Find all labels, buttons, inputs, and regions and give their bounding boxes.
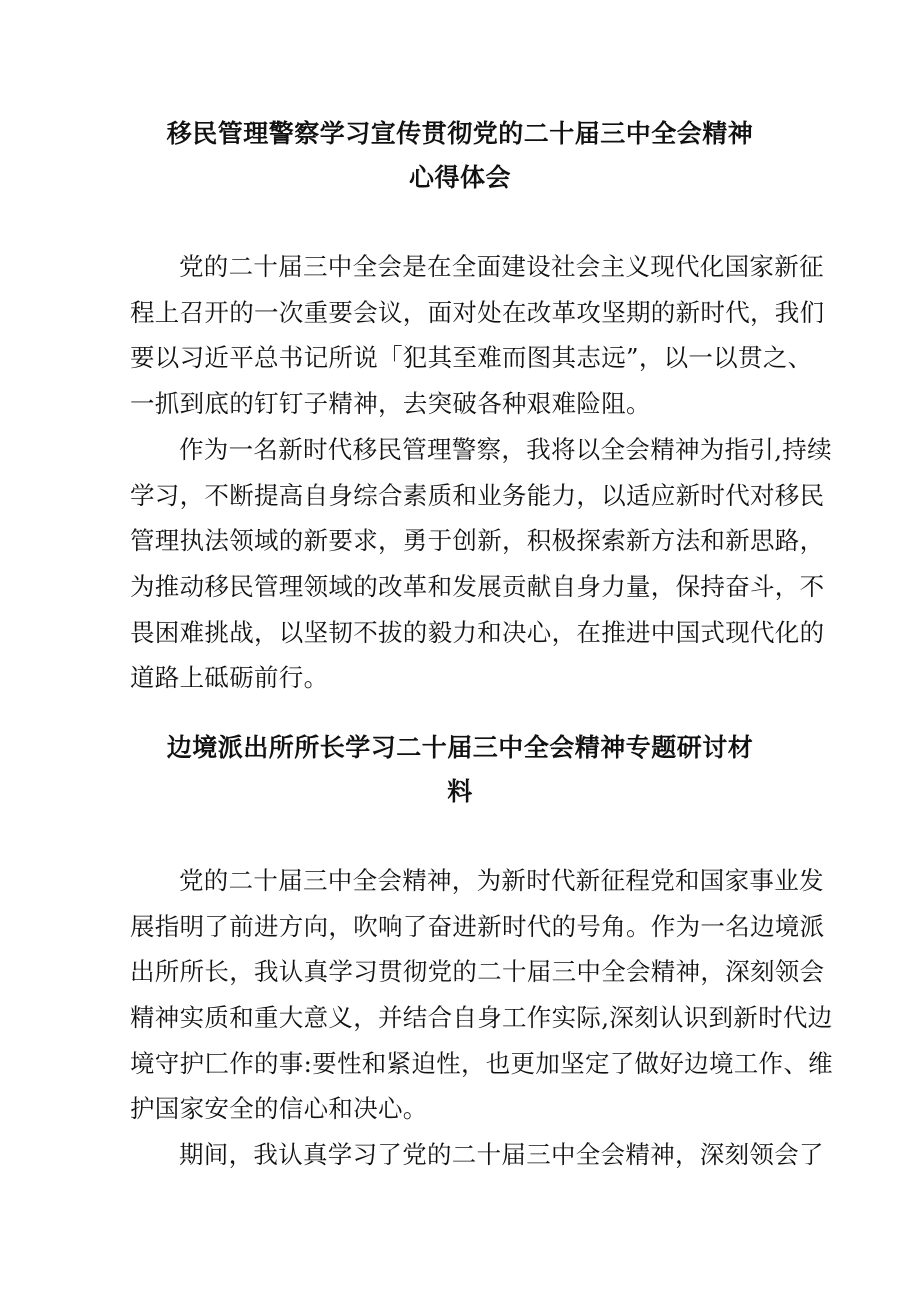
article2-title <box>0 726 920 814</box>
text-line: 畏困难挑战，以坚韧不拔的毅力和决心，在推进中国式现代化的 <box>130 617 825 647</box>
article2-paragraph-2 <box>130 1132 824 1178</box>
text-line: 期间，我认真学习了党的二十届三中全会精神，深刻领会了 <box>179 1140 824 1169</box>
text-line: 境守护匚作的事:要性和紧迫性，也更加坚定了做好边境工作、维 <box>130 1048 833 1078</box>
text-line: 护国家安全的信心和决心。 <box>130 1094 428 1124</box>
text-line: 一抓到底的钉钉子精神，去突破各种艰难险阻。 <box>130 389 651 419</box>
article1-paragraph-1 <box>130 244 825 427</box>
text-line: 党的二十届三中全会精神，为新时代新征程党和国家事业发 <box>179 866 824 895</box>
text-line: 展指明了前进方向，吹响了奋进新时代的号角。作为一名边境派 <box>130 911 825 941</box>
text-line: 出所所长，我认真学习贯彻党的二十届三中全会精神，深刻领会 <box>130 957 825 987</box>
article1-title-line2: 心得体会 <box>408 163 511 192</box>
article1-paragraph-2 <box>130 427 832 701</box>
article1-title-line1: 移民管理警察学习宣传贯彻党的二十届三中全会精神 <box>166 119 754 148</box>
text-line: 为推动移民管理领域的改革和发展贡献自身力量，保持奋斗，不 <box>130 572 825 602</box>
text-line: 作为一名新时代移民管理警察，我将以全会精神为指引,持续 <box>179 435 832 464</box>
text-line: 管理执法领域的新要求，勇于创新，积极探索新方法和新思路， <box>130 526 825 556</box>
text-line: 程上召开的一次重要会议，面对处在改革攻坚期的新时代，我们 <box>130 297 825 327</box>
text-line: 道路上砥砺前行。 <box>130 663 329 693</box>
text-line: 要以习近平总书记所说「犯其至难而图其志远”，以一以贯之、 <box>130 343 813 373</box>
text-line: 党的二十届三中全会是在全面建设社会主义现代化国家新征 <box>179 252 824 281</box>
article2-title-line1: 边境派出所所长学习二十届三中全会精神专题研讨材 <box>166 733 754 762</box>
article2-paragraph-1 <box>130 858 833 1132</box>
text-line: 学习，不断提高自身综合素质和业务能力，以适应新时代对移民 <box>130 480 825 510</box>
article1-title <box>0 112 920 200</box>
text-line: 精神实质和重大意义，并结合自身工作实际,深刻认识到新时代边 <box>130 1003 833 1033</box>
article2-title-line2: 料 <box>447 777 473 806</box>
